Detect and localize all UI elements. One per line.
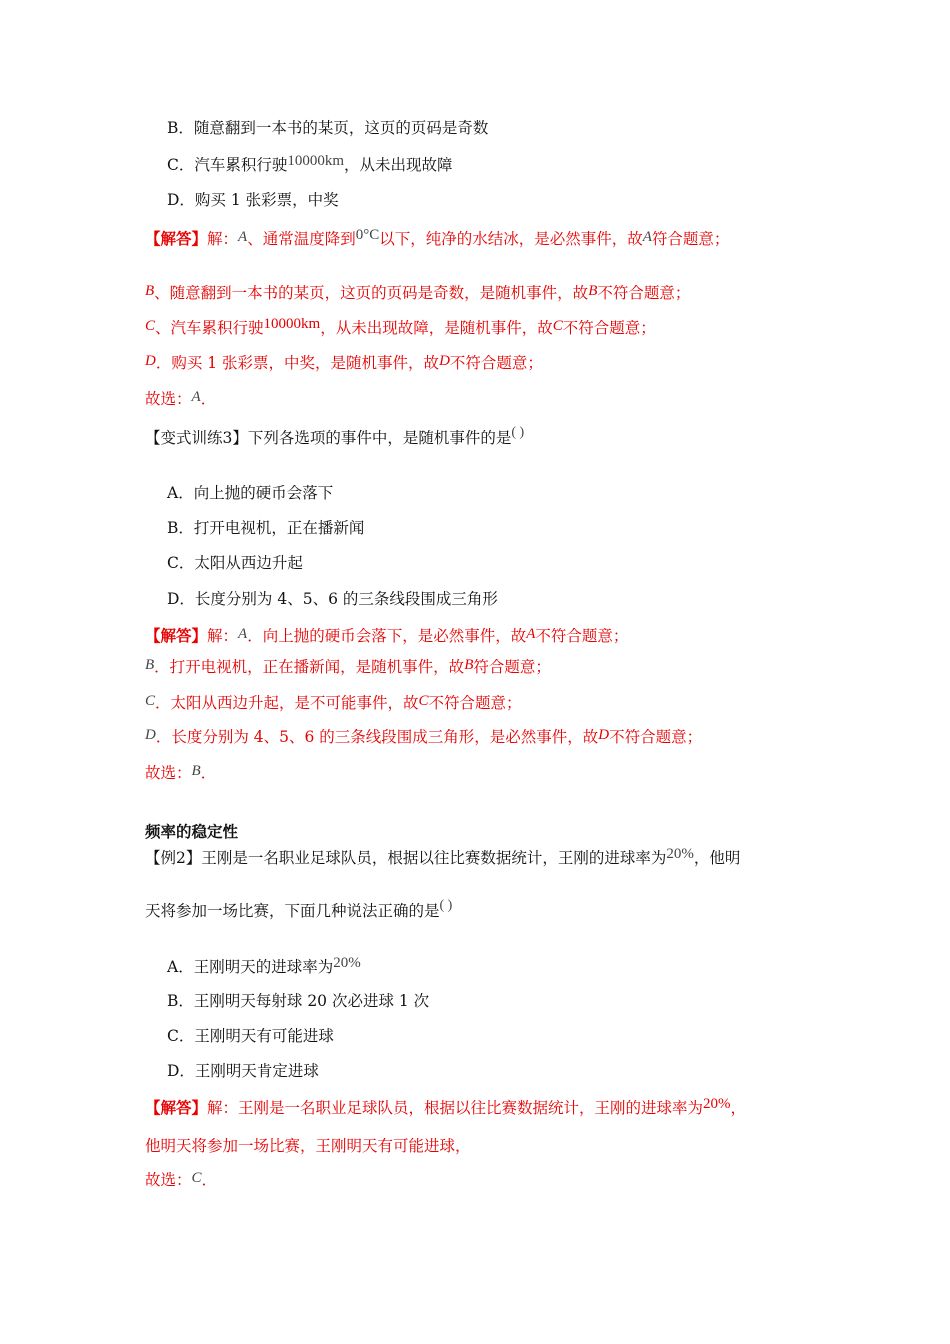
- answer-text: ．打开电视机，正在播新闻，是随机事件，故: [154, 658, 465, 676]
- example-2-option-d: D．王刚明天肯定进球: [167, 1062, 319, 1080]
- answer-2-line-2: 他明天将参加一场比赛，王刚明天有可能进球，: [145, 1137, 471, 1155]
- math-var: C: [145, 693, 156, 709]
- answer-3-line-4: [145, 727, 702, 748]
- math-var: A: [526, 626, 536, 642]
- variant-3-option-d: D．长度分别为 4、5、6 的三条线段围成三角形: [167, 590, 498, 608]
- math-var: B: [145, 657, 155, 673]
- example-2-line-2: [145, 898, 453, 923]
- variant-3-option-b: B．打开电视机，正在播新闻: [167, 519, 365, 537]
- math-var: D: [439, 353, 450, 369]
- variant-3-option-a: A．向上抛的硬币会落下: [167, 484, 334, 502]
- answer-1-line-2: [145, 283, 690, 304]
- section-heading: 频率的稳定性: [145, 822, 239, 841]
- math-var: A: [191, 389, 201, 405]
- variant-3-option-c: C．太阳从西边升起: [167, 554, 303, 572]
- answer-text: 、汽车累积行驶: [155, 319, 264, 337]
- option-c: [167, 155, 453, 176]
- math-var: B: [191, 763, 201, 779]
- answer-text: ．: [201, 1171, 218, 1189]
- answer-text: ，: [730, 1099, 747, 1117]
- answer-1-conclusion: [145, 389, 216, 410]
- answer-2-conclusion: [145, 1170, 217, 1191]
- question-text: ，他明: [693, 849, 741, 867]
- math-var: B: [588, 283, 598, 299]
- answer-2-line-1: [145, 1098, 746, 1119]
- math-temp: 0°C: [355, 227, 380, 243]
- example-2-line-1: [145, 848, 740, 869]
- answer-text: ．向上抛的硬币会落下，是必然事件，故: [247, 627, 527, 645]
- answer-blank: ( ): [511, 425, 525, 440]
- example-2-option-a: [167, 957, 361, 978]
- math-var: A: [238, 626, 248, 642]
- answer-text: 、随意翻到一本书的某页，这页的页码是奇数，是随机事件，故: [154, 284, 589, 302]
- question-text: 【变式训练3】下列各选项的事件中，是随机事件的是: [145, 429, 512, 447]
- math-var: C: [145, 318, 156, 334]
- example-2-option-c: C．王刚明天有可能进球: [167, 1027, 334, 1045]
- answer-3-conclusion: [145, 763, 216, 784]
- option-c-text-2: ，从未出现故障: [344, 156, 453, 174]
- variant-3-question: [145, 425, 525, 450]
- option-c-text: C．汽车累积行驶: [167, 156, 288, 174]
- math-var: A: [238, 229, 248, 245]
- math-var: C: [552, 318, 563, 334]
- option-text: A．王刚明天的进球率为: [167, 958, 334, 976]
- answer-text: 符合题意；: [473, 658, 551, 676]
- math-var: C: [418, 693, 429, 709]
- answer-text: 不符合题意；: [597, 284, 691, 302]
- answer-3-line-2: [145, 657, 551, 678]
- answer-text: 以下，纯净的水结冰，是必然事件，故: [379, 230, 643, 248]
- option-b: B．随意翻到一本书的某页，这页的页码是奇数: [167, 119, 489, 137]
- question-text: 天将参加一场比赛，下面几种说法正确的是: [145, 902, 440, 920]
- answer-text: 故选：: [145, 390, 192, 408]
- answer-text: 符合题意；: [651, 230, 730, 248]
- answer-text: 不符合题意；: [428, 694, 522, 712]
- option-d: D．购买 1 张彩票，中奖: [167, 191, 339, 209]
- math-distance: 10000km: [263, 316, 321, 332]
- math-var: A: [642, 229, 652, 245]
- answer-text: ．: [200, 764, 217, 782]
- answer-text: 不符合题意；: [449, 354, 543, 372]
- answer-text: 不符合题意；: [609, 728, 703, 746]
- answer-1-line-3: [145, 318, 656, 339]
- answer-tag: 【解答】: [145, 229, 208, 248]
- answer-tag: 【解答】: [145, 1098, 208, 1117]
- math-var: C: [191, 1170, 202, 1186]
- answer-tag: 【解答】: [145, 626, 208, 645]
- math-var: D: [145, 727, 156, 743]
- answer-text: 不符合题意；: [562, 319, 656, 337]
- answer-text: ．购买 1 张彩票，中奖，是随机事件，故: [155, 354, 440, 372]
- answer-text: ．太阳从西边升起，是不可能事件，故: [155, 694, 419, 712]
- math-var: B: [464, 657, 474, 673]
- answer-text: 解：: [207, 230, 239, 248]
- answer-text: ．: [200, 390, 217, 408]
- math-var: B: [145, 283, 155, 299]
- answer-blank: ( ): [439, 898, 453, 913]
- answer-1-line-4: [145, 353, 543, 374]
- answer-text: ．长度分别为 4、5、6 的三条线段围成三角形，是必然事件，故: [155, 728, 599, 746]
- answer-3-line-3: [145, 693, 522, 714]
- math-percent: 20%: [703, 1096, 731, 1112]
- example-2-option-b: B．王刚明天每射球 20 次必进球 1 次: [167, 992, 430, 1010]
- answer-3-line-1: [145, 626, 628, 647]
- answer-text: ，从未出现故障，是随机事件，故: [320, 319, 553, 337]
- answer-text: 故选：: [145, 1171, 192, 1189]
- answer-text: 故选：: [145, 764, 192, 782]
- math-var: D: [598, 727, 610, 743]
- answer-text: 不符合题意；: [535, 627, 629, 645]
- math-percent: 20%: [666, 846, 694, 862]
- question-text: 【例2】王刚是一名职业足球队员，根据以往比赛数据统计，王刚的进球率为: [145, 849, 667, 867]
- answer-text: 解：王刚是一名职业足球队员，根据以往比赛数据统计，王刚的进球率为: [207, 1099, 704, 1117]
- answer-1-line-1: [145, 229, 729, 250]
- math-var: D: [145, 353, 156, 369]
- math-percent: 20%: [333, 955, 361, 971]
- answer-text: 、通常温度降到: [247, 230, 356, 248]
- option-c-math: 10000km: [287, 153, 345, 169]
- answer-text: 解：: [207, 627, 239, 645]
